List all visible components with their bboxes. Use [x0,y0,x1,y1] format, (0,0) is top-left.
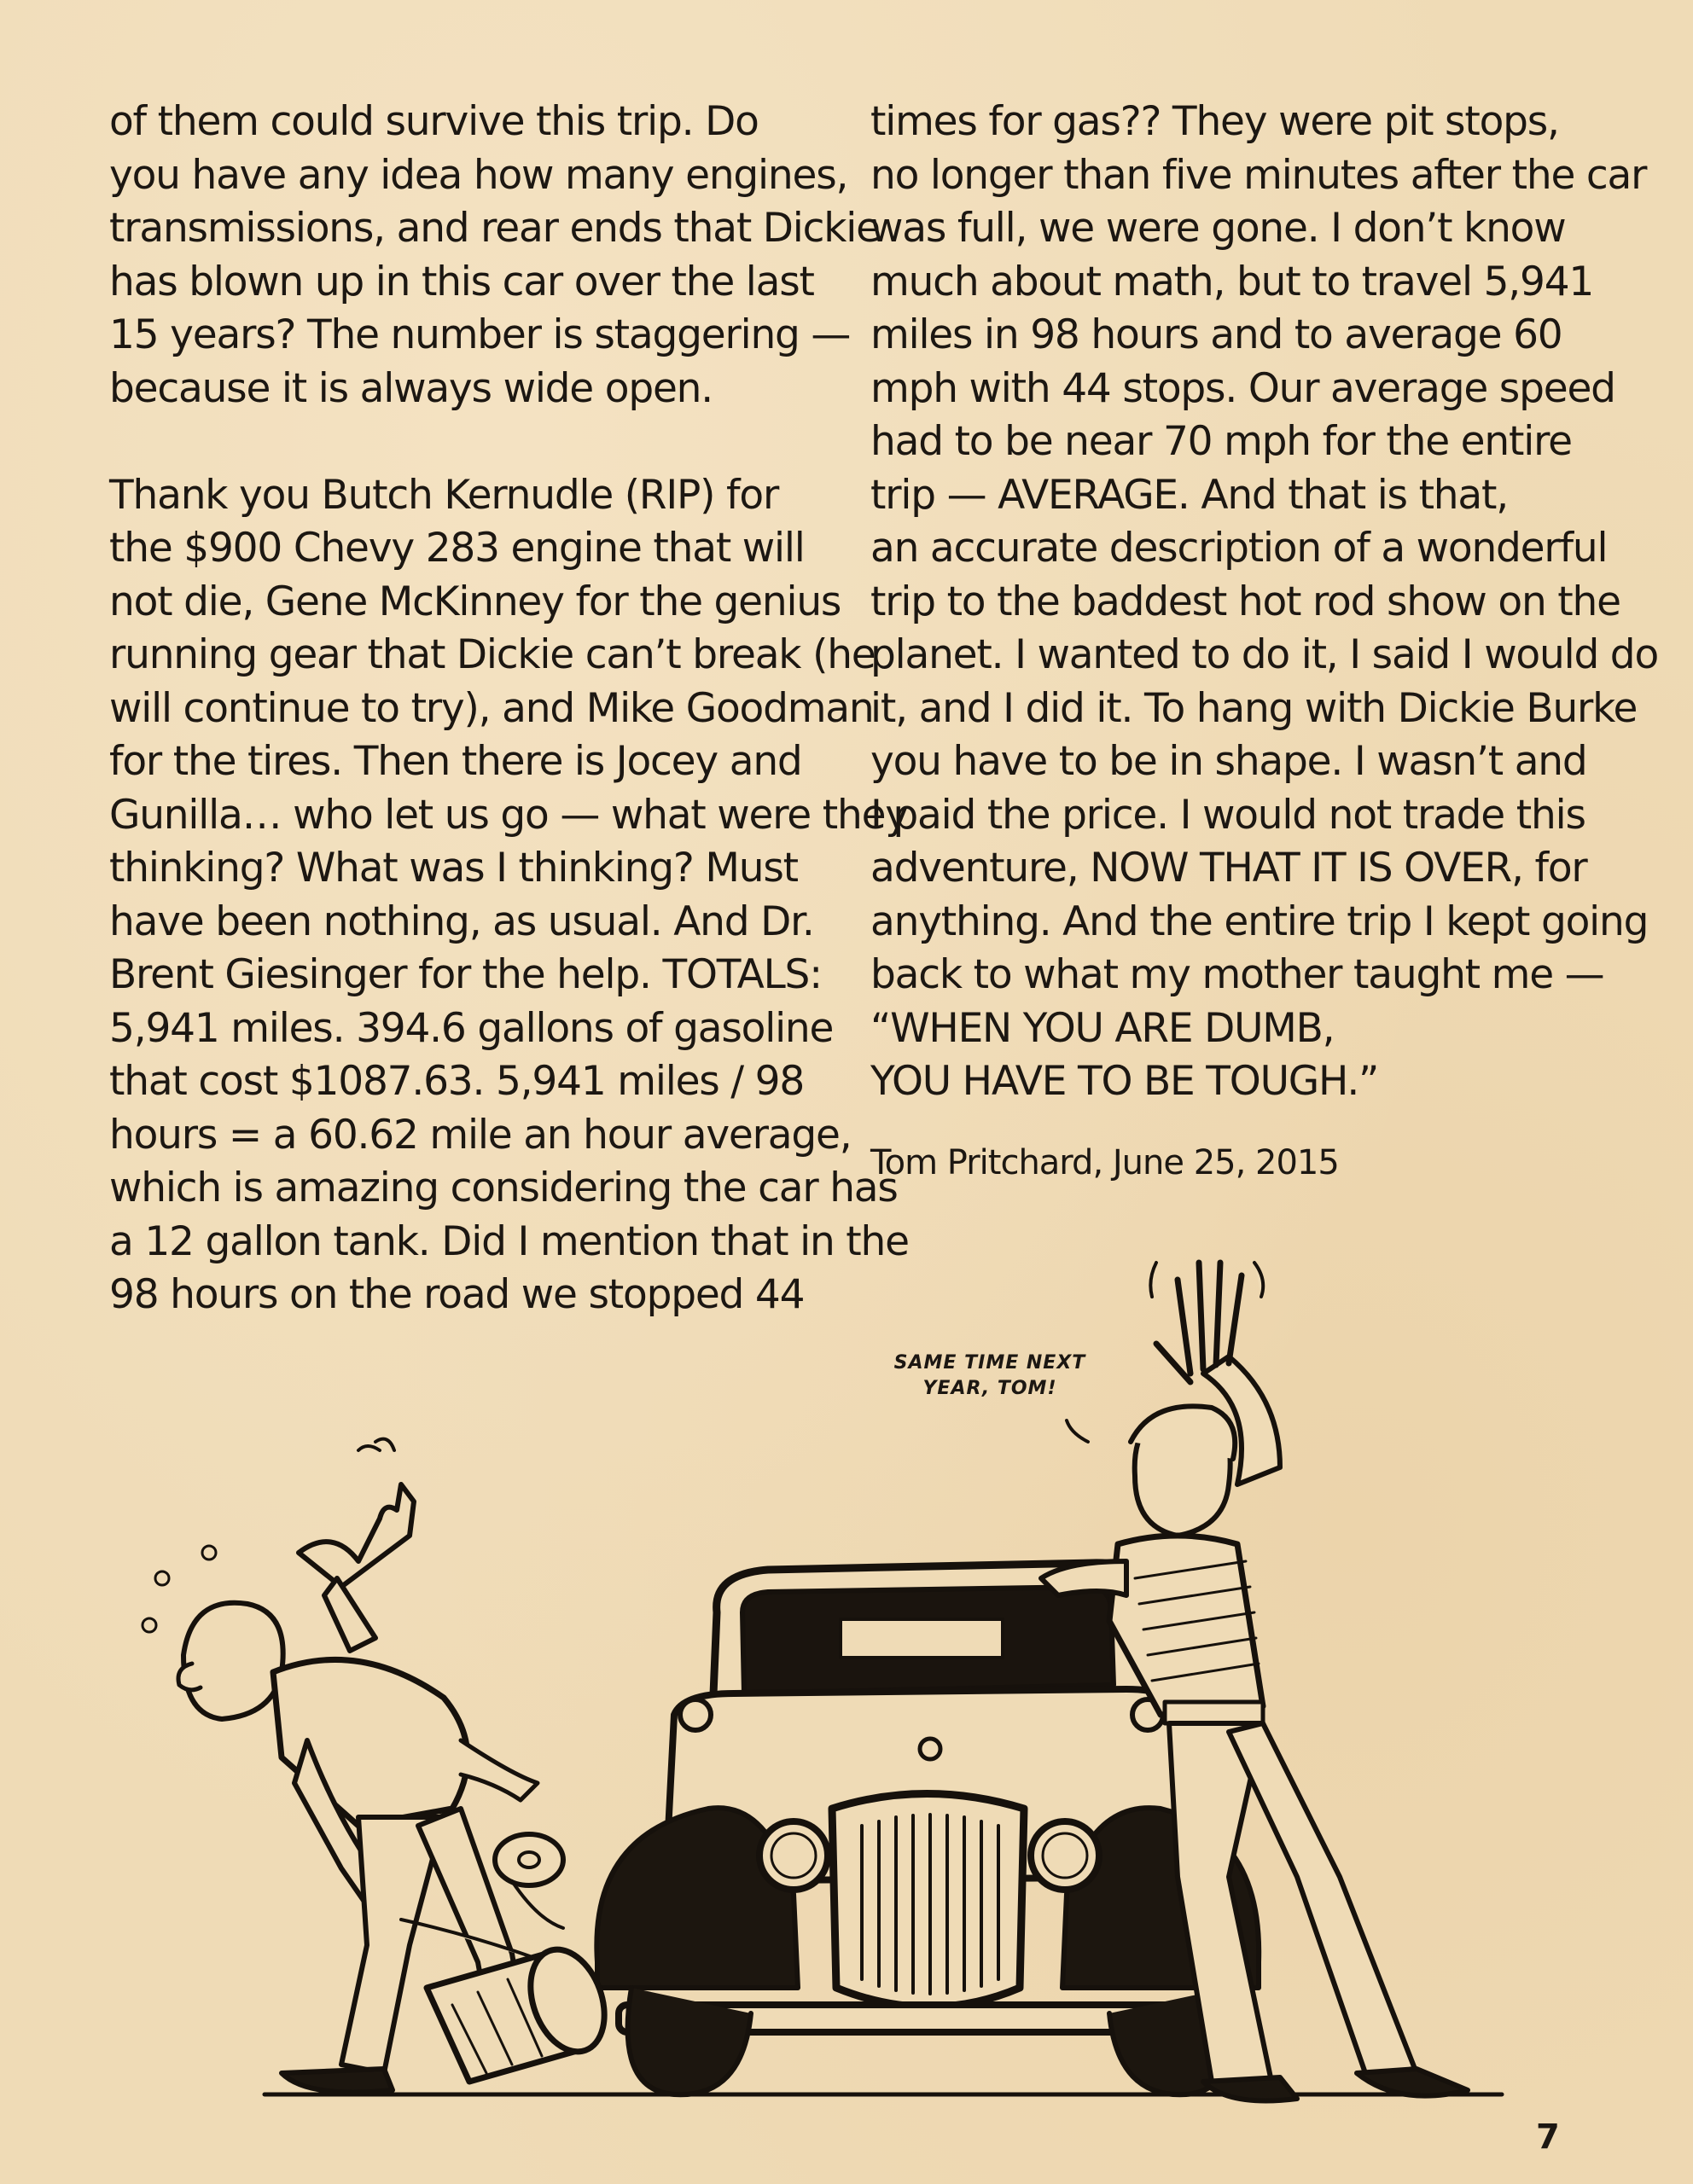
text-line: much about math, but to travel 5,941 [870,258,1594,305]
text-line: back to what my mother taught me — [870,951,1604,998]
signature: Tom Pritchard, June 25, 2015 [870,1143,1339,1182]
text-line: an accurate description of a wonderful [870,525,1608,572]
text-line: you have to be in shape. I wasn’t and [870,738,1587,785]
text-line: not die, Gene McKinney for the genius [109,578,841,625]
speech-bubble-text [853,1350,1126,1402]
text-line: that cost $1087.63. 5,941 miles / 98 [109,1058,805,1105]
text-line: YOU HAVE TO BE TOUGH.” [870,1058,1379,1105]
text-line: I paid the price. I would not trade this [870,791,1585,839]
right-column [870,96,1659,1109]
speech-line: YEAR, TOM! [922,1378,1057,1399]
text-line: Thank you Butch Kernudle (RIP) for [109,471,779,519]
text-line: Brent Giesinger for the help. TOTALS: [109,951,822,998]
text-line: 15 years? The number is staggering — [109,311,851,358]
text-line: Gunilla… who let us go — what were they [109,791,908,839]
text-line: “WHEN YOU ARE DUMB, [870,1004,1335,1052]
text-line: hours = a 60.62 mile an hour average, [109,1111,852,1159]
text-line: planet. I wanted to do it, I said I would do [870,631,1659,678]
text-line: anything. And the entire trip I kept going [870,897,1649,945]
text-line: will continue to try), and Mike Goodman [109,684,874,732]
speech-tail [1067,1420,1088,1442]
text-line: a 12 gallon tank. Did I mention that in the [109,1217,909,1265]
text-line: the $900 Chevy 283 engine that will [109,525,805,572]
text-line: 5,941 miles. 394.6 gallons of gasoline [109,1004,834,1052]
text-line: no longer than five minutes after the car [870,151,1647,199]
text-line: trip to the baddest hot rod show on the [870,578,1620,625]
text-line: because it is always wide open. [109,364,713,412]
text-line: times for gas?? They were pit stops, [870,98,1559,145]
text-line: for the tires. Then there is Jocey and [109,738,802,785]
text-line: of them could survive this trip. Do [109,98,759,145]
text-line: have been nothing, as usual. And Dr. [109,897,814,945]
text-line: 98 hours on the road we stopped 44 [109,1271,805,1318]
text-line: you have any idea how many engines, [109,151,848,199]
text-line: adventure, NOW THAT IT IS OVER, for [870,845,1587,892]
page-number: 7 [1536,2117,1560,2157]
tired-man-drawing [143,1439,618,2093]
text-line: which is amazing considering the car has [109,1165,898,1211]
text-line: has blown up in this car over the last [109,258,814,305]
text-line: had to be near 70 mph for the entire [870,418,1572,465]
text-line: running gear that Dickie can’t break (he [109,631,876,678]
paragraph-gap [109,415,817,469]
text-line: mph with 44 stops. Our average speed [870,364,1615,412]
text-line: was full, we were gone. I don’t know [870,205,1566,252]
text-line: transmissions, and rear ends that Dickie [109,205,880,252]
text-line: trip — AVERAGE. And that is that, [870,471,1508,519]
text-line: thinking? What was I thinking? Must [109,845,798,892]
text-line: it, and I did it. To hang with Dickie Burke [870,684,1638,732]
left-column [109,96,909,1322]
speech-line: SAME TIME NEXT [893,1352,1086,1374]
text-line: miles in 98 hours and to average 60 [870,311,1562,358]
cartoon-illustration [0,1220,1693,2133]
